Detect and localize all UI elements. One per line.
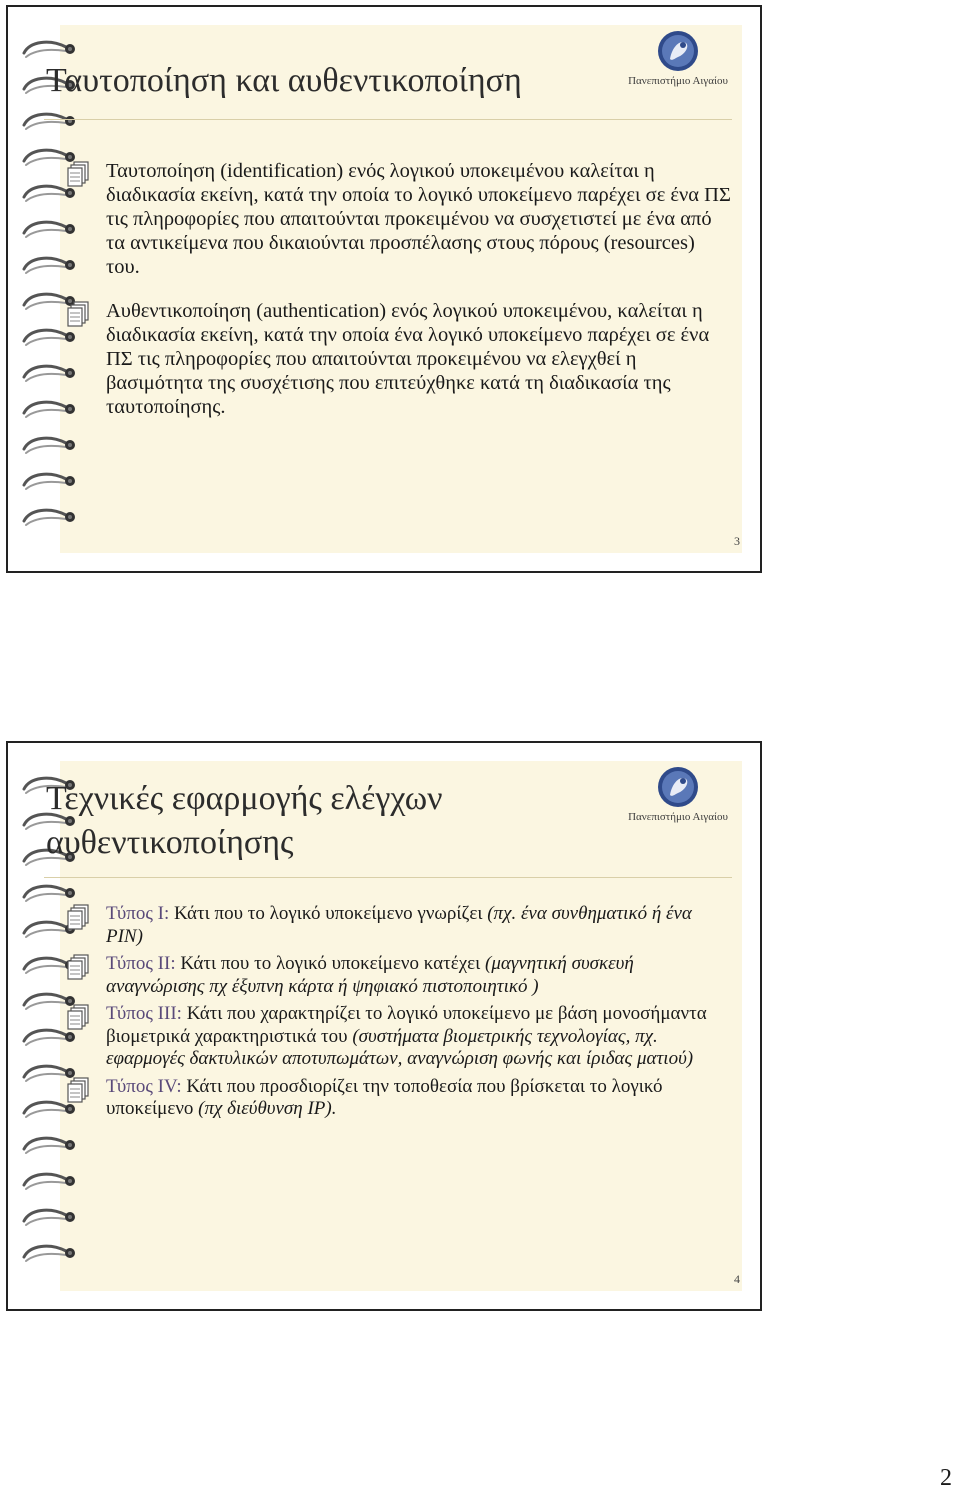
binding-ring-icon bbox=[20, 1167, 80, 1197]
bullet-example: (μαγνητική συσκευή αναγνώρισης πχ έξυπνη κάρτα ή ψηφιακό πιστοποιητικό ) bbox=[106, 953, 634, 997]
notepad-bullet-icon bbox=[66, 1077, 90, 1103]
title-line-2: αυθεντικοποίησης bbox=[46, 824, 294, 861]
slide-number: 4 bbox=[734, 1272, 740, 1286]
bullet-list bbox=[66, 159, 732, 439]
binding-ring-icon bbox=[20, 503, 80, 533]
binding-ring-icon bbox=[20, 1203, 80, 1233]
binding-ring-icon bbox=[20, 467, 80, 497]
bullet-example: (πχ διεύθυνση IP). bbox=[198, 1098, 337, 1119]
bullet-text: Ταυτοποίηση (identification) ενός λογικού υποκειμένου καλείται η διαδικασία εκείνη, κατά την οποία το λογικό υποκείμενο παρέχει σε ένα ΠΣ τις πληροφορίες που απαιτούνται προκειμένου να συσχετιστεί με ένα από τα αντικείμενα που δικαιούνται προσπέλασης στους πόρους (resources) του. bbox=[106, 160, 731, 278]
list-item bbox=[66, 159, 732, 279]
bullet-list bbox=[66, 903, 732, 1126]
slide-4 bbox=[6, 741, 762, 1311]
university-name: Πανεπιστήμιο Αιγαίου bbox=[628, 75, 728, 87]
notepad-bullet-icon bbox=[66, 904, 90, 930]
type-label: Τύπος ΙΙ: bbox=[106, 953, 176, 974]
bullet-text: Αυθεντικοποίηση (authentication) ενός λογικού υποκειμένου, καλείται η διαδικασία εκείνη, κατά την οποία ένα λογικό υποκείμενο παρέχει σε ένα ΠΣ τις πληροφορίες που απαιτούνται προκειμένου να ελεγχθεί η βασιμότητα της συσχέτισης που επιτεύχθηκε κατά τη διαδικασία της ταυτοποίησης. bbox=[106, 300, 710, 418]
bullet-example: (πχ. ένα συνθηματικό ή ένα PIN) bbox=[106, 903, 692, 947]
bullet-text: Κάτι που προσδιορίζει την τοποθεσία που βρίσκεται το λογικό υποκείμενο bbox=[106, 1075, 663, 1119]
binding-ring-icon bbox=[20, 107, 80, 137]
binding-ring-icon bbox=[20, 1239, 80, 1269]
notepad-bullet-icon bbox=[66, 1004, 90, 1030]
bullet-text: Κάτι που χαρακτηρίζει το λογικό υποκείμενο με βάση μονοσήμαντα βιομετρικά χαρακτηριστικά του bbox=[106, 1003, 707, 1047]
list-item bbox=[66, 903, 732, 948]
title-line-1: Τεχνικές εφαρμογής ελέγχων bbox=[46, 780, 443, 817]
list-item bbox=[66, 299, 732, 419]
title-divider bbox=[44, 119, 732, 120]
list-item bbox=[66, 953, 732, 998]
type-label: Τύπος IV: bbox=[106, 1075, 182, 1097]
slide-title: Ταυτοποίηση και αυθεντικοποίηση bbox=[46, 62, 522, 99]
university-logo bbox=[618, 765, 738, 823]
bullet-text: Κάτι που το λογικό υποκείμενο κατέχει bbox=[175, 953, 486, 974]
university-logo bbox=[618, 29, 738, 87]
slide-3 bbox=[6, 5, 762, 573]
slide-number: 3 bbox=[734, 534, 740, 548]
type-label: Τύπος Ι: bbox=[106, 903, 170, 924]
notepad-bullet-icon bbox=[66, 301, 90, 327]
list-item bbox=[66, 1003, 732, 1071]
seal-icon bbox=[656, 29, 700, 73]
seal-icon bbox=[656, 765, 700, 809]
list-item bbox=[66, 1076, 732, 1121]
slide-title bbox=[46, 777, 443, 865]
bullet-example: (συστήματα βιομετρικής τεχνολογίας, πχ. εφαρμογές δακτυλικών αποτυπωμάτων, αναγνώριση φωνής και ίριδας ματιού) bbox=[106, 1025, 694, 1069]
notepad-bullet-icon bbox=[66, 161, 90, 187]
notepad-bullet-icon bbox=[66, 954, 90, 980]
university-name: Πανεπιστήμιο Αιγαίου bbox=[628, 811, 728, 823]
type-label: Τύπος ΙΙΙ: bbox=[106, 1003, 182, 1024]
sheet-page-number: 2 bbox=[940, 1465, 952, 1491]
title-divider bbox=[44, 877, 732, 878]
binding-ring-icon bbox=[20, 1131, 80, 1161]
bullet-text: Κάτι που το λογικό υποκείμενο γνωρίζει bbox=[169, 903, 488, 924]
